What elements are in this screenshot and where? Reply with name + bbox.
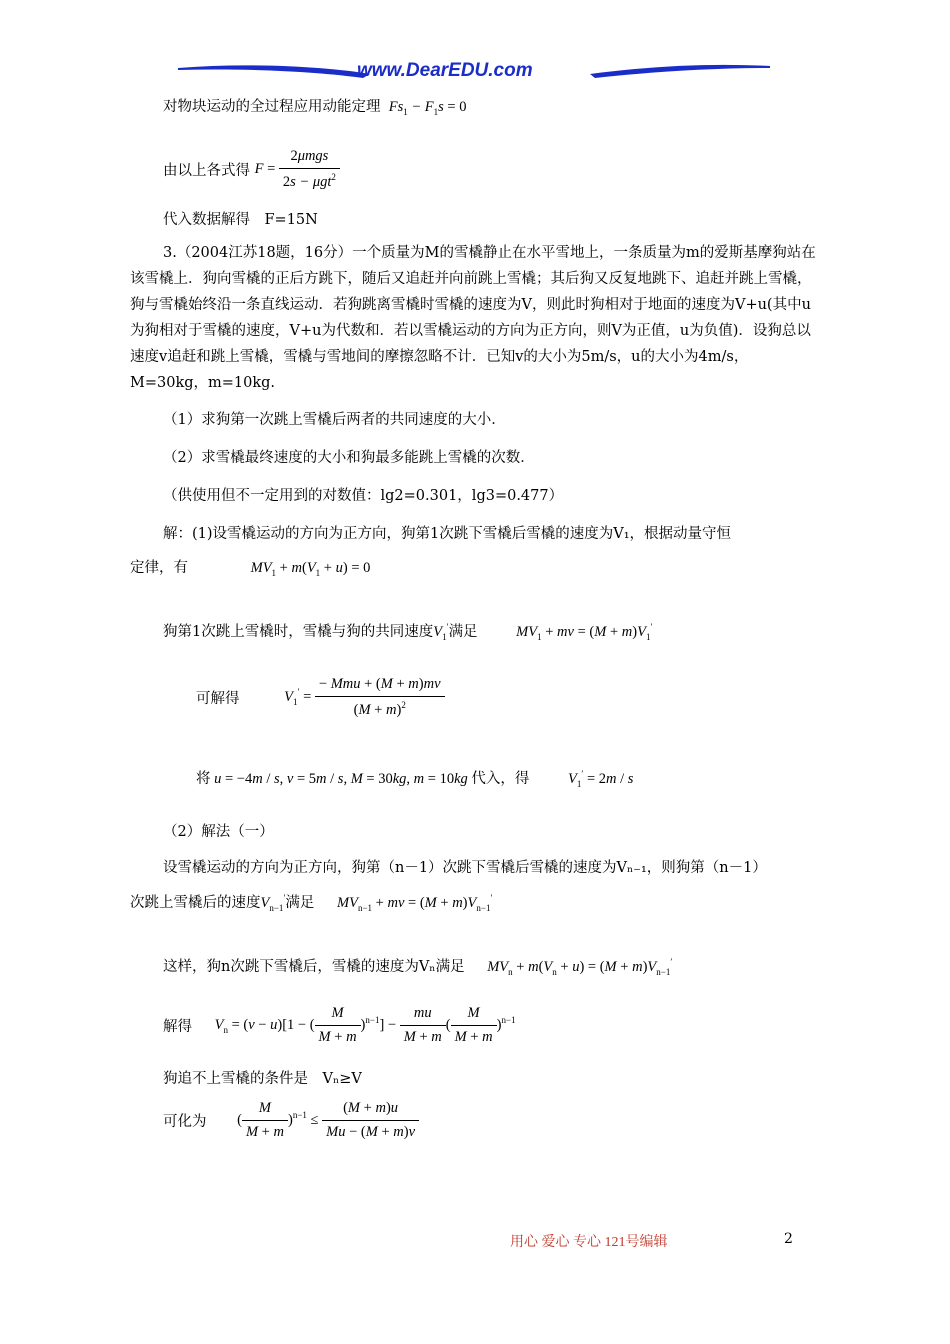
part-2-heading: （2）解法（一） [163, 824, 274, 840]
page-number: 2 [784, 1231, 793, 1247]
equation-substitution: u = −4m / s, v = 5m / s, M = 30kg, m = 10kg [210, 771, 472, 787]
part-2-line-c [163, 955, 672, 977]
solution-3-line [196, 676, 445, 719]
equation-F-expression: F = $\frac{\text{2μmgs}}{2s - \mu gt^2}$ [255, 161, 340, 177]
symbol-Vn-1-prime: $V_{n-1}'$ [260, 893, 286, 913]
equation-Vn-solution: $V_n = (v - u)[1$ − ( $\frac{M}{M + m}$ )$^{n-1}$] − $\frac{mu}{M + m}$ ( $\frac{M}{M + m}$ )$^{n-1}$ [214, 1005, 516, 1045]
equation-common-velocity: $MV_1$ + mv = $(M + m)V_1'$ [516, 622, 653, 642]
line-F-value: 代入数据解得 F=15N [163, 212, 318, 228]
symbol-V1-prime: $V_1'$ [433, 622, 449, 642]
part-2-line-f-text: 可化为 [163, 1114, 207, 1130]
solution-4-line [196, 767, 633, 789]
part-2-line-a: 设雪橇运动的方向为正方向，狗第（n－1）次跳下雪橇后雪橇的速度为Vₙ₋₁，则狗第（n－1） [163, 860, 767, 876]
solution-4-text-b: 代入，得 [471, 771, 530, 787]
solution-4-text-a: 将 [196, 771, 211, 787]
part-2-line-c-text: 这样，狗n次跳下雪橇后，雪橇的速度为Vₙ满足 [163, 959, 465, 975]
problem-3-log-values: （供使用但不一定用到的对数值：lg2=0.301，lg3=0.477） [163, 488, 564, 504]
part-2-line-b-text-2: 满足 [285, 895, 315, 911]
line-work-energy [163, 95, 466, 117]
equation-V1-prime-value: $V_1' = 2m / s$ [568, 769, 634, 789]
equation-V1-prime-solution: $V_1'$ = $\frac{\text{− Mmu + (M + m)mv}}{(M + m)^2}$ [284, 689, 444, 705]
part-2-line-d-text: 解得 [163, 1019, 192, 1035]
solution-1-line-a: 解：(1)设雪橇运动的方向为正方向，狗第1次跳下雪橇后雪橇的速度为V₁，根据动量守恒 [163, 526, 732, 542]
header-site-name: www.DearEDU.com [357, 60, 533, 81]
equation-work-energy: $Fs_1 - F_1s = 0$ [385, 99, 467, 117]
solution-1-line-b [130, 556, 370, 578]
footer-motto: 用心 爱心 专心 121号编辑 [510, 1235, 668, 1250]
header-swoosh-right [590, 65, 770, 78]
solution-2-line [163, 620, 652, 642]
equation-momentum-1: $MV_1 + m(V_1 + u) = 0$ [250, 560, 371, 578]
part-2-line-e: 狗追不上雪橇的条件是 Vₙ≥V [163, 1071, 362, 1087]
line-result-F-text: 由以上各式得 [163, 162, 250, 179]
line-result-F [163, 148, 340, 191]
part-2-line-f [163, 1100, 419, 1141]
equation-momentum-n: $MV_n + m(V_n + u) = (M + m)V_{n-1}'$ [487, 957, 673, 977]
equation-momentum-n-1: $MV_{n-1}$ + mv = $(M + m)V_{n-1}'$ [337, 893, 493, 913]
part-2-line-b-text: 次跳上雪橇后的速度 [130, 895, 261, 911]
part-2-line-d [163, 1005, 516, 1046]
solution-1-line-b-text: 定律，有 [130, 560, 188, 576]
problem-3-part-2: （2）求雪橇最终速度的大小和狗最多能跳上雪橇的次数． [163, 450, 535, 466]
solution-2-text-a: 狗第1次跳上雪橇时，雪橇与狗的共同速度 [163, 624, 434, 640]
solution-3-text: 可解得 [196, 690, 240, 707]
problem-3-part-1: （1）求狗第一次跳上雪橇后两者的共同速度的大小． [163, 412, 506, 428]
problem-3-statement: 3.（2004江苏18题，16分）一个质量为M的雪橇静止在水平雪地上，一条质量为m的爱斯基摩狗站在该雪橇上．狗向雪橇的正后方跳下，随后又追赶并向前跳上雪橇；其后狗又反复地跳下、追赶并跳上雪橇，狗与雪橇始终沿一条直线运动．若狗跳离雪橇时雪橇的速度为V，则此时狗相对于地面的速度为V+u(其中u为狗相对于雪橇的速度，V+u为代数和．若以雪橇运动的方向为正方向，则V为正值，u为负值)．设狗总以速度v追赶和跳上雪橇，雪橇与雪地间的摩擦忽略不计．已知v的大小为5m/s，u的大小为4m/s，M=30kg，m=10kg. [130, 245, 816, 391]
line-work-energy-text: 对物块运动的全过程应用动能定理 [163, 99, 381, 115]
equation-inequality: ( $\frac{M}{M + m}$ )$^{n-1}$ ≤ $\frac{(M + m)u}{Mu - (M + m)v}$ [237, 1112, 419, 1128]
solution-2-text-b: 满足 [448, 624, 478, 640]
part-2-line-b [130, 891, 492, 913]
header-swoosh-left [178, 65, 370, 78]
